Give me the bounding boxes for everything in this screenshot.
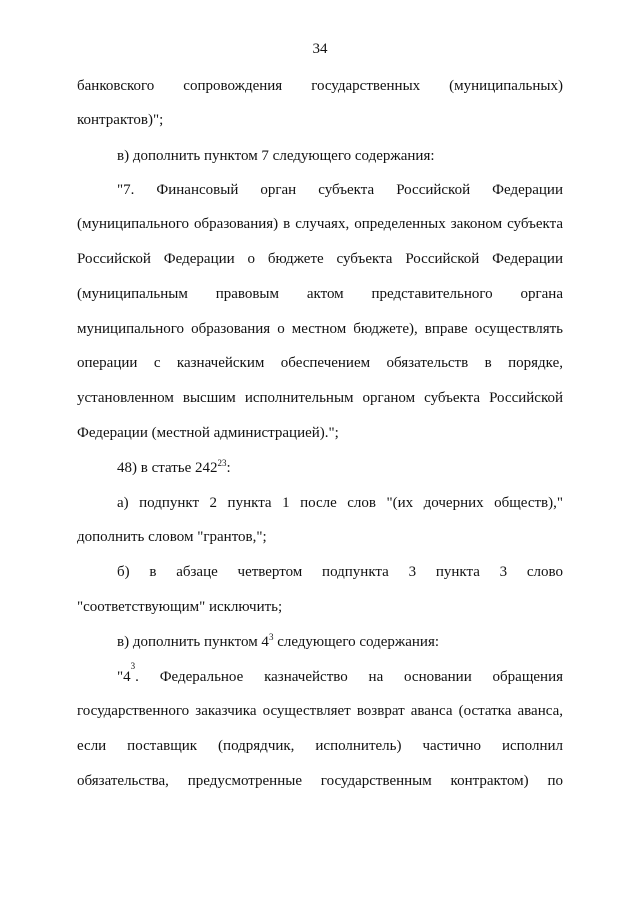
text-line: операции с казначейским обеспечением обязательств в порядке, <box>77 355 563 371</box>
superscript: 23 <box>217 458 227 468</box>
text-line: если поставщик (подрядчик, исполнитель) частично исполнил <box>77 738 563 754</box>
text-line: Российской Федерации о бюджете субъекта Российской Федерации <box>77 251 563 267</box>
text-line: б) в абзаце четвертом подпункта 3 пункта 3 слово <box>117 564 563 580</box>
text-line: банковского сопровождения государственных (муниципальных) <box>77 78 563 94</box>
text-line: государственного заказчика осуществляет возврат аванса (остатка аванса, <box>77 703 563 719</box>
text-line: дополнить словом "грантов,"; <box>77 529 267 545</box>
text-line: (муниципальным правовым актом представительного органа <box>77 286 563 302</box>
text-fragment: : <box>226 460 231 476</box>
text-line <box>117 661 563 686</box>
page-number: 34 <box>312 41 328 57</box>
text-fragment: 48) в статье 242 <box>117 460 218 476</box>
text-fragment: следующего содержания: <box>273 634 440 650</box>
text-line: муниципального образования о местном бюджете), вправе осуществлять <box>77 321 563 337</box>
text-fragment: в) дополнить пунктом 4 <box>117 634 269 650</box>
text-line: Федерации (местной администрацией)."; <box>77 425 339 441</box>
text-line: установленном высшим исполнительным органом субъекта Российской <box>77 390 563 406</box>
text-fragment: . Федеральное казначейство на основании обращения <box>135 669 563 685</box>
text-line: "7. Финансовый орган субъекта Российской Федерации <box>117 182 563 198</box>
text-line: в) дополнить пунктом 7 следующего содержания: <box>117 148 435 164</box>
text-fragment: "4 <box>117 669 131 685</box>
text-line: (муниципального образования) в случаях, определенных законом субъекта <box>77 216 563 232</box>
superscript: 3 <box>130 661 136 671</box>
text-line: обязательства, предусмотренные государственным контрактом) по <box>77 773 563 789</box>
text-line: а) подпункт 2 пункта 1 после слов "(их дочерних обществ)," <box>117 495 563 511</box>
text-line <box>117 633 563 651</box>
text-line <box>117 459 563 477</box>
text-line: "соответствующим" исключить; <box>77 599 283 615</box>
superscript: 3 <box>268 632 274 642</box>
text-line: контрактов)"; <box>77 112 164 128</box>
